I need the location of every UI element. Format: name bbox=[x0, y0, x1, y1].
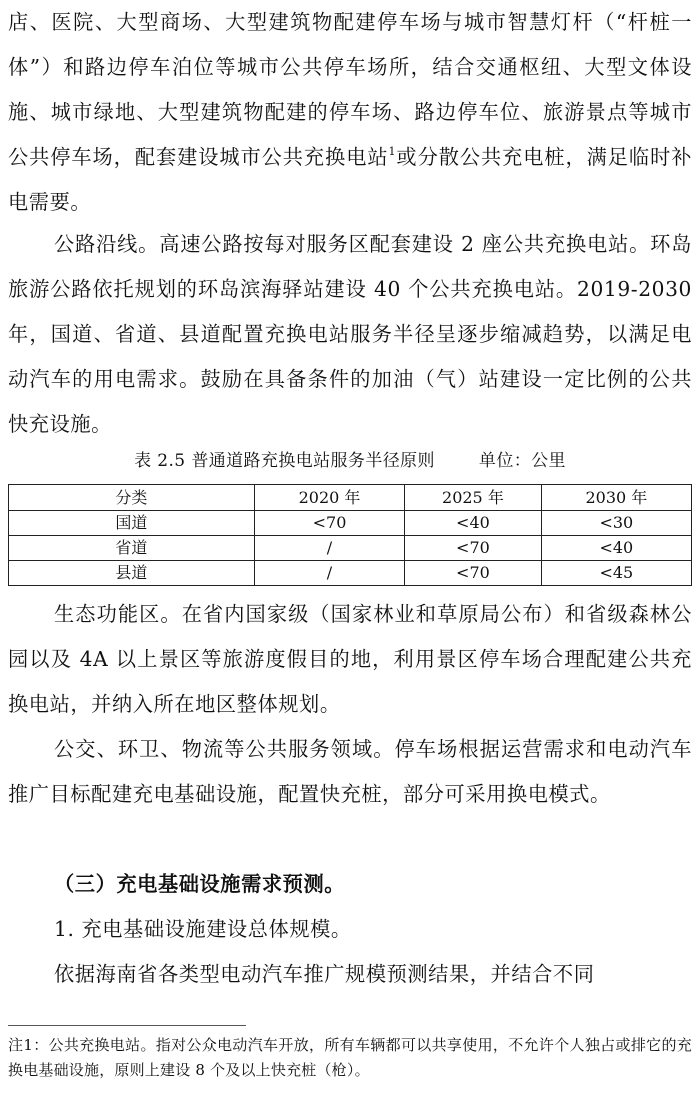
row-label: 国道 bbox=[9, 511, 255, 536]
table-unit: 单位：公里 bbox=[478, 451, 566, 471]
cell-value: <40 bbox=[541, 536, 691, 561]
footnote-marker: 1 bbox=[388, 145, 397, 158]
footnote-divider bbox=[8, 1025, 246, 1026]
table-row bbox=[9, 561, 692, 586]
cell-value: <70 bbox=[405, 561, 542, 586]
header-2030: 2030 年 bbox=[541, 485, 691, 511]
cell-value: / bbox=[254, 561, 404, 586]
table-row bbox=[9, 511, 692, 536]
cell-value: <40 bbox=[405, 511, 542, 536]
subheading-overall-scale: 1. 充电基础设施建设总体规模。 bbox=[54, 917, 352, 941]
cell-value: / bbox=[254, 536, 404, 561]
paragraph-highway: 公路沿线。高速公路按每对服务区配套建设 2 座公共充换电站。环岛旅游公路依托规划的环岛滨海驿站建设 40 个公共充换电站。2019-2030 年，国道、省道、县道配置充换电站服务半径呈逐步缩减趋势，以满足电动汽车的用电需求。鼓励在具备条件的加油（气）站建设一定比例的公共快充设施。 bbox=[8, 232, 692, 436]
paragraph-public-service: 公交、环卫、物流等公共服务领域。停车场根据运营需求和电动汽车推广目标配建充电基础设施，配置快充桩，部分可采用换电模式。 bbox=[8, 737, 692, 806]
service-radius-table bbox=[8, 484, 692, 586]
header-2025: 2025 年 bbox=[405, 485, 542, 511]
cell-value: <45 bbox=[541, 561, 691, 586]
footnote: 注1：公共充换电站。指对公众电动汽车开放，所有车辆都可以共享使用，不允许个人独占或排它的充换电基础设施，原则上建设 8 个及以上快充桩（枪）。 bbox=[8, 1036, 692, 1079]
paragraph-forecast: 依据海南省各类型电动汽车推广规模预测结果，并结合不同 bbox=[54, 962, 595, 986]
header-2020: 2020 年 bbox=[254, 485, 404, 511]
cell-value: <30 bbox=[541, 511, 691, 536]
table-title: 表 2.5 普通道路充换电站服务半径原则 bbox=[134, 451, 435, 471]
header-category: 分类 bbox=[9, 485, 255, 511]
table-row bbox=[9, 536, 692, 561]
section-heading: （三）充电基础设施需求预测。 bbox=[54, 872, 346, 896]
paragraph-text-continued: 或分散公共充电桩，满足临时补电需要。 bbox=[8, 145, 692, 214]
row-label: 省道 bbox=[9, 536, 255, 561]
paragraph-text: 店、医院、大型商场、大型建筑物配建停车场与城市智慧灯杆（“杆桩一体”）和路边停车泊位等城市公共停车场所，结合交通枢纽、大型文体设施、城市绿地、大型建筑物配建的停车场、路边停车位、旅游景点等城市公共停车场，配套建设城市公共充换电站 bbox=[8, 10, 692, 169]
paragraph-urban-parking bbox=[8, 0, 692, 225]
cell-value: <70 bbox=[405, 536, 542, 561]
paragraph-ecological: 生态功能区。在省内国家级（国家林业和草原局公布）和省级森林公园以及 4A 以上景区等旅游度假目的地，利用景区停车场合理配建公共充换电站，并纳入所在地区整体规划。 bbox=[8, 602, 692, 716]
table-header-row bbox=[9, 485, 692, 511]
row-label: 县道 bbox=[9, 561, 255, 586]
table-caption bbox=[8, 448, 692, 474]
cell-value: <70 bbox=[254, 511, 404, 536]
